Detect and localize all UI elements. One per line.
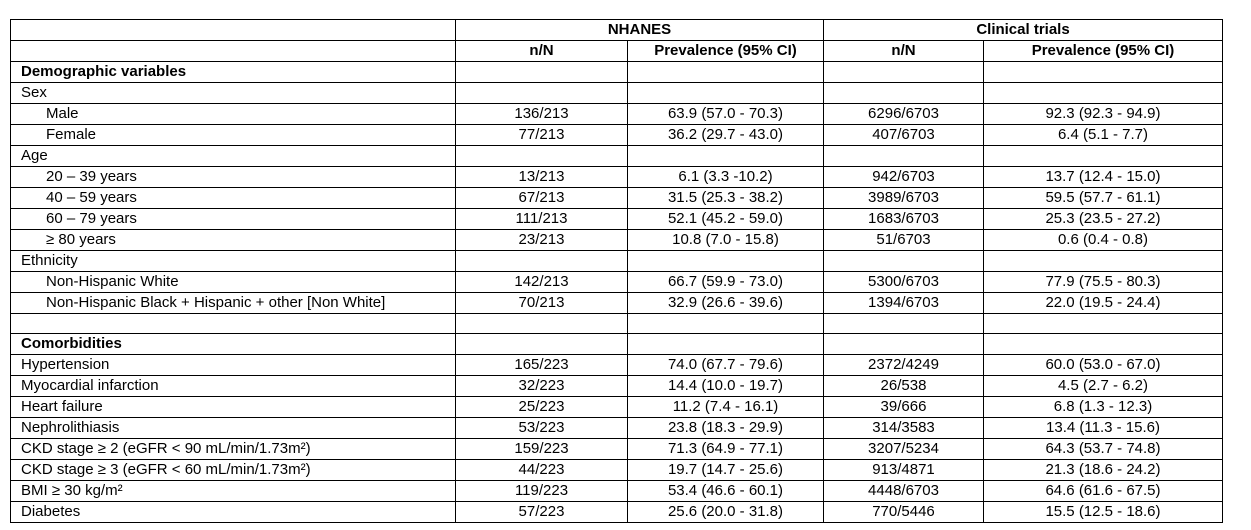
nhanes-n: 165/223 [456, 355, 628, 376]
row-label: Myocardial infarction [11, 376, 456, 397]
row-label: Comorbidities [11, 334, 456, 355]
trials-n [824, 314, 984, 334]
table-row [11, 314, 1223, 334]
nhanes-prevalence: 19.7 (14.7 - 25.6) [628, 460, 824, 481]
header-nhanes: NHANES [456, 20, 824, 41]
trials-n: 39/666 [824, 397, 984, 418]
trials-n: 6296/6703 [824, 104, 984, 125]
nhanes-prevalence: 14.4 (10.0 - 19.7) [628, 376, 824, 397]
nhanes-prevalence: 71.3 (64.9 - 77.1) [628, 439, 824, 460]
table-row [11, 439, 1223, 460]
table-row [11, 125, 1223, 146]
row-label: Female [11, 125, 456, 146]
row-label: Age [11, 146, 456, 167]
row-label: Sex [11, 83, 456, 104]
table-row [11, 167, 1223, 188]
nhanes-n [456, 62, 628, 83]
nhanes-n: 23/213 [456, 230, 628, 251]
trials-n: 2372/4249 [824, 355, 984, 376]
nhanes-prevalence [628, 334, 824, 355]
row-label: Non-Hispanic White [11, 272, 456, 293]
row-label: 40 – 59 years [11, 188, 456, 209]
trials-n: 3207/5234 [824, 439, 984, 460]
header-empty-cell [11, 20, 456, 41]
row-label: Demographic variables [11, 62, 456, 83]
nhanes-prevalence: 63.9 (57.0 - 70.3) [628, 104, 824, 125]
nhanes-prevalence: 32.9 (26.6 - 39.6) [628, 293, 824, 314]
nhanes-n: 32/223 [456, 376, 628, 397]
trials-prevalence: 13.7 (12.4 - 15.0) [984, 167, 1223, 188]
trials-n [824, 251, 984, 272]
nhanes-prevalence: 53.4 (46.6 - 60.1) [628, 481, 824, 502]
trials-prevalence: 0.6 (0.4 - 0.8) [984, 230, 1223, 251]
trials-prevalence [984, 314, 1223, 334]
trials-prevalence: 64.6 (61.6 - 67.5) [984, 481, 1223, 502]
header-nhanes-n: n/N [456, 41, 628, 62]
nhanes-n: 25/223 [456, 397, 628, 418]
trials-n: 26/538 [824, 376, 984, 397]
table-row [11, 355, 1223, 376]
header-empty-cell [11, 41, 456, 62]
table-row [11, 334, 1223, 355]
table-row [11, 502, 1223, 523]
nhanes-prevalence: 66.7 (59.9 - 73.0) [628, 272, 824, 293]
trials-prevalence: 15.5 (12.5 - 18.6) [984, 502, 1223, 523]
trials-n: 407/6703 [824, 125, 984, 146]
trials-prevalence: 6.4 (5.1 - 7.7) [984, 125, 1223, 146]
trials-n [824, 146, 984, 167]
nhanes-prevalence [628, 62, 824, 83]
nhanes-n: 44/223 [456, 460, 628, 481]
nhanes-n [456, 251, 628, 272]
trials-prevalence [984, 146, 1223, 167]
nhanes-prevalence [628, 146, 824, 167]
header-nhanes-prevalence: Prevalence (95% CI) [628, 41, 824, 62]
trials-prevalence: 59.5 (57.7 - 61.1) [984, 188, 1223, 209]
nhanes-prevalence: 10.8 (7.0 - 15.8) [628, 230, 824, 251]
table-row [11, 146, 1223, 167]
header-row-groups [11, 20, 1223, 41]
table-row [11, 272, 1223, 293]
nhanes-n: 13/213 [456, 167, 628, 188]
nhanes-prevalence [628, 83, 824, 104]
trials-n: 5300/6703 [824, 272, 984, 293]
row-label: 20 – 39 years [11, 167, 456, 188]
trials-prevalence [984, 83, 1223, 104]
nhanes-n [456, 83, 628, 104]
nhanes-n: 142/213 [456, 272, 628, 293]
trials-n: 1683/6703 [824, 209, 984, 230]
row-label: Nephrolithiasis [11, 418, 456, 439]
trials-n [824, 83, 984, 104]
trials-prevalence: 92.3 (92.3 - 94.9) [984, 104, 1223, 125]
nhanes-n: 111/213 [456, 209, 628, 230]
row-label: Non-Hispanic Black + Hispanic + other [Non White] [11, 293, 456, 314]
trials-n: 4448/6703 [824, 481, 984, 502]
trials-n: 913/4871 [824, 460, 984, 481]
trials-prevalence: 4.5 (2.7 - 6.2) [984, 376, 1223, 397]
nhanes-prevalence: 36.2 (29.7 - 43.0) [628, 125, 824, 146]
prevalence-table-container [10, 19, 1223, 523]
trials-prevalence: 6.8 (1.3 - 12.3) [984, 397, 1223, 418]
trials-prevalence [984, 334, 1223, 355]
nhanes-n [456, 314, 628, 334]
nhanes-n [456, 146, 628, 167]
table-row [11, 397, 1223, 418]
table-body [11, 20, 1223, 523]
trials-n: 3989/6703 [824, 188, 984, 209]
row-label [11, 314, 456, 334]
table-row [11, 418, 1223, 439]
trials-prevalence: 22.0 (19.5 - 24.4) [984, 293, 1223, 314]
nhanes-n: 67/213 [456, 188, 628, 209]
trials-prevalence: 13.4 (11.3 - 15.6) [984, 418, 1223, 439]
trials-n [824, 62, 984, 83]
row-label: Diabetes [11, 502, 456, 523]
nhanes-prevalence: 74.0 (67.7 - 79.6) [628, 355, 824, 376]
trials-prevalence [984, 62, 1223, 83]
trials-n: 770/5446 [824, 502, 984, 523]
trials-n: 1394/6703 [824, 293, 984, 314]
header-trials-n: n/N [824, 41, 984, 62]
trials-n: 942/6703 [824, 167, 984, 188]
row-label: Male [11, 104, 456, 125]
nhanes-n: 136/213 [456, 104, 628, 125]
row-label: Hypertension [11, 355, 456, 376]
nhanes-prevalence: 31.5 (25.3 - 38.2) [628, 188, 824, 209]
row-label: BMI ≥ 30 kg/m² [11, 481, 456, 502]
trials-prevalence: 21.3 (18.6 - 24.2) [984, 460, 1223, 481]
trials-n [824, 334, 984, 355]
table-row [11, 62, 1223, 83]
trials-n: 51/6703 [824, 230, 984, 251]
nhanes-prevalence: 23.8 (18.3 - 29.9) [628, 418, 824, 439]
table-row [11, 230, 1223, 251]
nhanes-prevalence: 6.1 (3.3 -10.2) [628, 167, 824, 188]
table-row [11, 188, 1223, 209]
trials-prevalence: 60.0 (53.0 - 67.0) [984, 355, 1223, 376]
prevalence-table [10, 19, 1223, 523]
row-label: Ethnicity [11, 251, 456, 272]
table-row [11, 251, 1223, 272]
row-label: CKD stage ≥ 2 (eGFR < 90 mL/min/1.73m²) [11, 439, 456, 460]
nhanes-n [456, 334, 628, 355]
trials-prevalence [984, 251, 1223, 272]
trials-n: 314/3583 [824, 418, 984, 439]
row-label: Heart failure [11, 397, 456, 418]
row-label: 60 – 79 years [11, 209, 456, 230]
nhanes-prevalence: 25.6 (20.0 - 31.8) [628, 502, 824, 523]
header-clinical-trials: Clinical trials [824, 20, 1223, 41]
nhanes-n: 53/223 [456, 418, 628, 439]
table-row [11, 376, 1223, 397]
row-label: CKD stage ≥ 3 (eGFR < 60 mL/min/1.73m²) [11, 460, 456, 481]
table-row [11, 481, 1223, 502]
nhanes-n: 119/223 [456, 481, 628, 502]
table-row [11, 83, 1223, 104]
nhanes-n: 57/223 [456, 502, 628, 523]
nhanes-prevalence [628, 251, 824, 272]
nhanes-n: 159/223 [456, 439, 628, 460]
trials-prevalence: 64.3 (53.7 - 74.8) [984, 439, 1223, 460]
nhanes-prevalence: 11.2 (7.4 - 16.1) [628, 397, 824, 418]
nhanes-n: 77/213 [456, 125, 628, 146]
row-label: ≥ 80 years [11, 230, 456, 251]
trials-prevalence: 77.9 (75.5 - 80.3) [984, 272, 1223, 293]
nhanes-prevalence: 52.1 (45.2 - 59.0) [628, 209, 824, 230]
table-row [11, 209, 1223, 230]
header-row-columns [11, 41, 1223, 62]
table-row [11, 104, 1223, 125]
table-row [11, 460, 1223, 481]
nhanes-prevalence [628, 314, 824, 334]
header-trials-prevalence: Prevalence (95% CI) [984, 41, 1223, 62]
trials-prevalence: 25.3 (23.5 - 27.2) [984, 209, 1223, 230]
nhanes-n: 70/213 [456, 293, 628, 314]
table-row [11, 293, 1223, 314]
